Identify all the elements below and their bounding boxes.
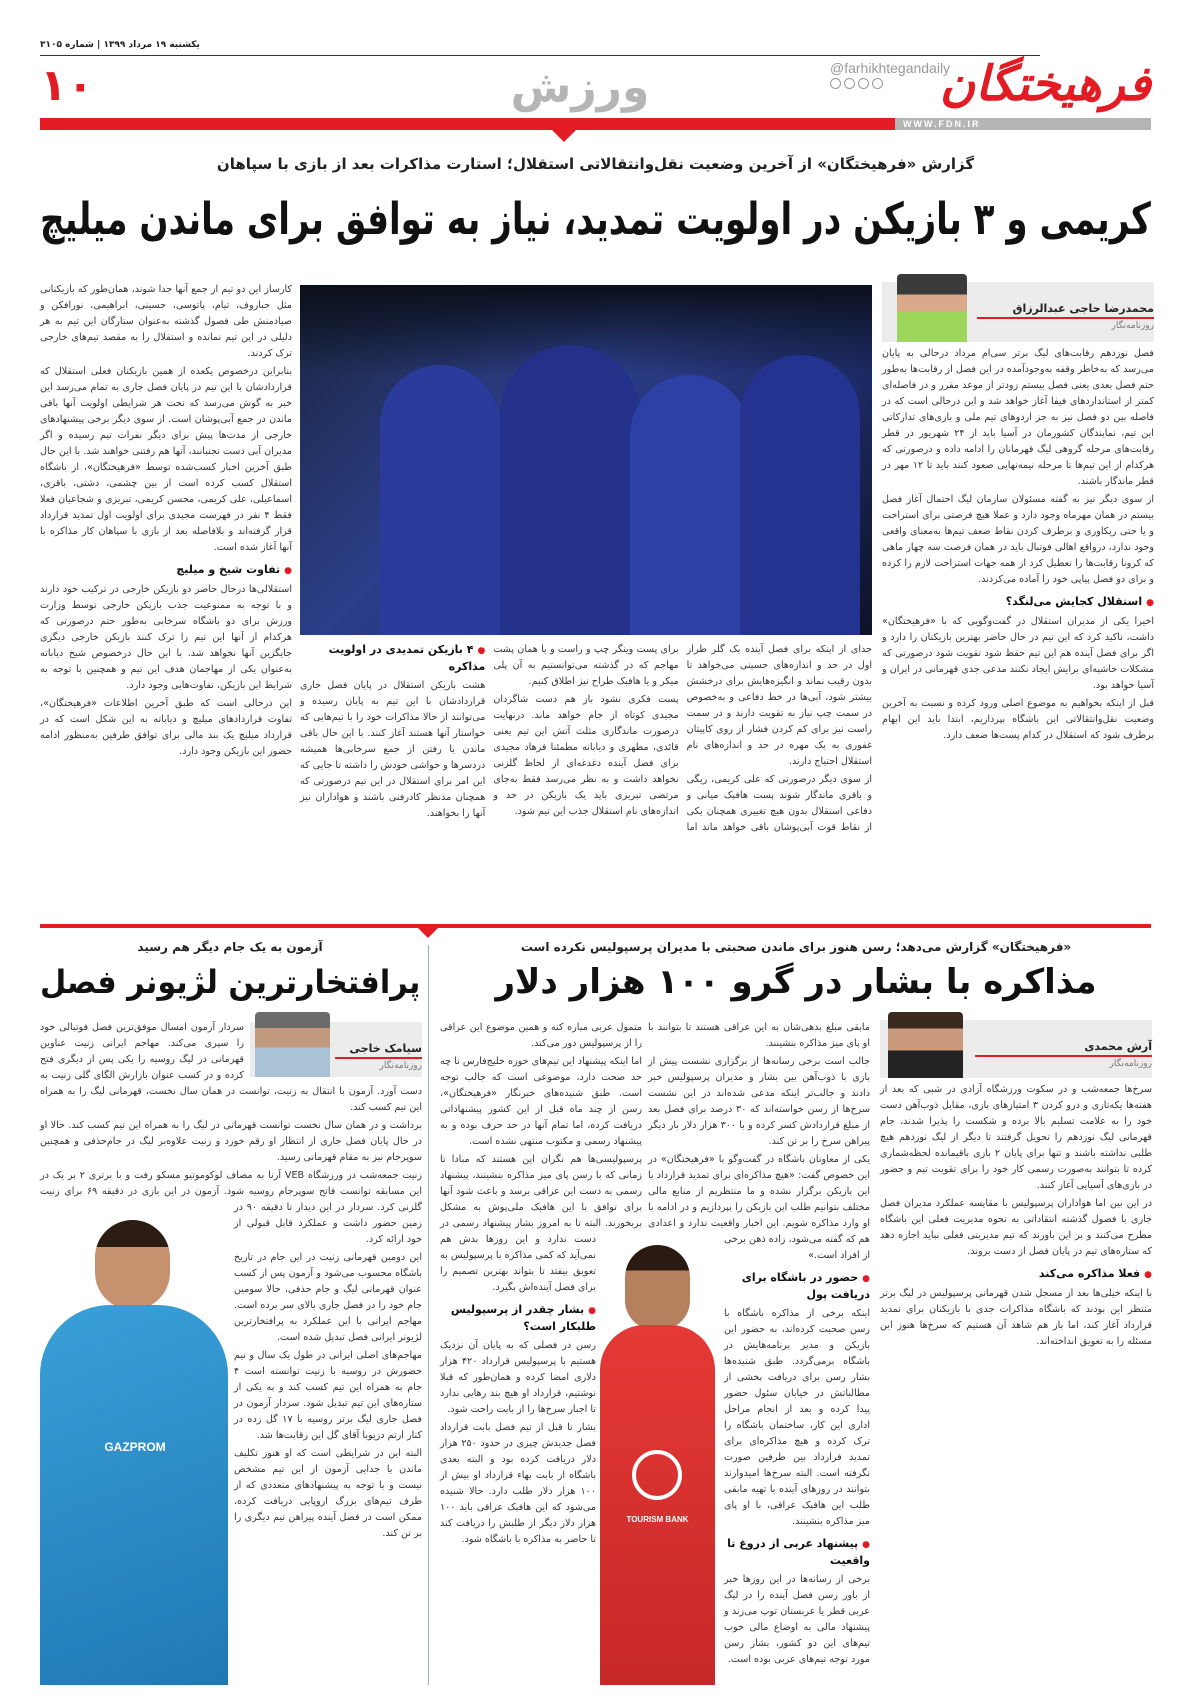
bashar-column-1: [880, 1020, 1152, 1352]
author-name: آرش محمدی: [975, 1040, 1152, 1057]
paragraph: هشت بازیکن استقلال در پایان فصل جاری قراردادشان با این تیم به پایان رسیده و می‌توانند از حالا مذاکرات خود را با تیم‌هایی که خواستار آنها هستند آغاز کنند. با این حال باقی ماندن یا رفتن از جمع سرخابی‌ها همیشه دردسرها و حواشی خودش را داشته تا جایی که این امر برای استقلال در این تیم درصورتی که همچنان مدنظر کادرفنی باشند و هواداران نیز آنها را بخواهند.: [300, 680, 486, 819]
telegram-icon: [844, 78, 855, 89]
paragraph: اینکه برخی از مذاکره باشگاه با رسن صحبت کرده‌اند، به حضور این بازیکن و مدیر برنامه‌هایش در باشگاه برمی‌گردد. طبق شنیده‌ها بشار رسن برای دریافت بخشی از مطالباتش در خیابان سئول حضور پیدا کرده و بعد از انجام مراحل اداری این کار، ساختمان باشگاه را ترک کرده و هیچ مذاکره‌ای برای تمدید قرارداد بین طرفین صورت نگرفته است. البته سرخ‌ها امیدوارند بتوانند در روزهای آینده با تهیه مابقی طلب این هافبک عراقی، با او پای میز مذاکره بنشینند.: [724, 1308, 870, 1527]
azmoun-kicker: آزمون به یک جام دیگر هم رسید: [137, 940, 323, 954]
lead-kicker-box: [40, 155, 1151, 173]
bashar-photo: [600, 1240, 715, 1685]
jersey-sponsor: TOURISM BANK: [626, 1515, 689, 1524]
author-role: روزنامه‌نگار: [1109, 1059, 1152, 1069]
subheading: ● بشار چقدر از پرسپولیس طلبکار است؟: [440, 1302, 642, 1335]
paragraph: زنیت جمعه‌شب در ورزشگاه VEB آرنا به مصاف لوکوموتیو مسکو رفت و با برتری ۲ بر یک در این مسابقه توانست فاتح سوپرجام روسیه شود. آزمون در این بازی در دقیقه ۶۹ برای زنیت گلزنی کرد. سردار در این دیدار تا دقیقه ۹۰ در زمین حضور داشت و عملکرد قابل قبولی از خود ارائه کرد.: [40, 1170, 423, 1245]
section-title: ورزش: [510, 62, 650, 113]
lead-mid-columns: [300, 642, 872, 836]
paragraph: مابقی مبلغ بدهی‌شان به این عراقی هستند تا بتوانند با او پای میز مذاکره بنشینند.: [648, 1022, 870, 1049]
issue-date: یکشنبه ۱۹ مرداد ۱۳۹۹ | شماره ۳۱۰۵: [40, 40, 200, 50]
divider-notch: [418, 928, 438, 938]
subheading: ● تفاوت شیخ و میلیچ: [40, 562, 292, 579]
lead-headline-box: [40, 190, 1151, 250]
author-name: سیامک خاجی: [335, 1042, 422, 1059]
website-url: WWW.FDN.IR: [895, 118, 1151, 130]
author-name: محمدرضا حاجی عبدالرزاق: [977, 302, 1154, 319]
bashar-kicker: «فرهیختگان» گزارش می‌دهد؛ رسن هنوز برای ماندن صحبتی با مدیران پرسپولیس نکرده است: [520, 940, 1072, 954]
paragraph: سردار آزمون امسال موفق‌ترین فصل فوتبالی خود را سپری می‌کند. مهاجم ایرانی زنیت عناوین قهرمانی در لیگ روسیه را یکی پس از دیگری فتح کرده و در کسب عنوان بازارش الگای گلی زنیت به دست آورد. آزمون با انتقال به زنیت، توانست در همان سال نخست، قهرمانی لیگ را به همراه این تیم کسب کند.: [40, 1022, 422, 1113]
paragraph: برداشت و در همان سال نخست توانست قهرمانی در لیگ را به همراه این تیم کسب کند. حالا او در حال پایان فصل جاری از انتظار او رقم خورد و زنیت علاوه‌بر لیگ در جام‌حذفی و همچنین سوپرجام نیز به مقام قهرمانی رسید.: [40, 1120, 422, 1163]
subheading: ● استقلال کجایش می‌لنگد؟: [882, 594, 1154, 611]
paragraph: کارساز این دو تیم از جمع آنها جدا شوند، همان‌طور که بازیکنانی مثل جباروف، تیام، پاتوسی، حسینی، ابراهیمی، نورافکن و صیادمنش طی فصول گذشته به‌عنوان ستارگان این تیم به هر دلیلی در این تیم نمانده و استقلال را به مقصد تیم‌های خارجی ترک کردند.: [40, 284, 292, 359]
author-role: روزنامه‌نگار: [379, 1061, 422, 1071]
azmoun-kicker-box: [40, 940, 420, 954]
jersey-sponsor: GAZPROM: [104, 1440, 166, 1454]
paragraph: از سوی دیگر درصورتی که علی کریمی، ریگی و باقری ماندگار شوند پست هافبک میانی و دفاعی استقلال بدون هیچ تغییری همچنان یکی از نقاط قوت آبی‌پوشان باقی خواهد ماند اما برای پست وینگر چپ و راست و یا همان پشت مهاجم که در گذشته می‌توانستیم به آن پلی میکر و یا هافبک طراح نیز اطلاق کنیم.: [493, 644, 872, 833]
paragraph: با اینکه خیلی‌ها بعد از مسجل شدن قهرمانی پرسپولیس در لیگ برتر منتظر این بودند که باشگاه مذاکرات جدی با بازیکنان برای تمدید قرارداد آغاز کند، اما باز هم شاهد آن هستیم که سرخ‌ها هنوز این مسئله را به تعویق انداخته‌اند.: [880, 1288, 1152, 1347]
section-divider: [40, 924, 1151, 928]
paragraph: البته این در شرایطی است که او هنوز تکلیف ماندن یا جدایی آزمون از این تیم مشخص نیست و با توجه به پیشنهادهای متعددی که از طرف تیم‌های بزرگ اروپایی دریافت کرده، ممکن است در فصل آینده پیراهن تیم دیگری را بر تن کند.: [234, 1448, 422, 1539]
paragraph: اما اینکه پیشنهاد این تیم‌های حوزه خلیج‌فارس تا چه حد صحت دارد، موضوعی است که جالب توجه است. طبق شنیده‌های خبرنگار «فرهیختگان»، رسن از چند ماه قبل از این کشور پیشنهاداتی دریافت کرده، اما تمام آنها در حد حرف بوده و به پیشنهاد رسمی و مکتوب منتهی نشده است.: [440, 1056, 642, 1147]
paragraph: متمول عربی مباره کنه و همین موضوع این عراقی را از پرسپولیس دور می‌کند.: [440, 1022, 642, 1049]
paragraph: این دومین قهرمانی زنیت در این جام در تاریخ باشگاه محسوب می‌شود و آزمون پس از کسب عنوان قهرمانی لیگ و جام حذفی، حالا سومین جام خود را در فصل جاری بالای سر برده است. مهاجم ایرانی با این عملکرد به پرافتخارترین لژیونر ایرانی فصل تبدیل شده است.: [234, 1252, 422, 1343]
social-icons: [830, 78, 883, 89]
paragraph: فصل نوزدهم رقابت‌های لیگ برتر سی‌ام مرداد درحالی به پایان می‌رسد که به‌خاطر وقفه به‌وجودآمده در این فصل از رقابت‌ها به‌طور حتم فصل بعدی یعنی فصل بیستم زودتر از موعد مقرر و در فاصله‌ای کمتر از استانداردهای فیفا آغاز خواهد شد و این درحالی است که در فاصله بین دو فصل نیز به جز اردوهای تیم ملی و بازی‌های تدارکاتی این تیم، نمایندگان کشورمان در آسیا باید از ۲۴ شهریور در قطر رقابت‌های مرحله گروهی لیگ قهرمانان را ادامه داده و درصورتی که هرکدام از این تیم‌ها تا مرحله نیمه‌نهایی صعود کنند باید تا ۱۲ مهر در قطر ماندگار باشند.: [882, 348, 1155, 487]
subheading: ● فعلا مذاکره می‌کند: [880, 1266, 1152, 1283]
paragraph: سرخ‌ها جمعه‌شب و در سکوت ورزشگاه آزادی در شبی که بعد از هفته‌ها یکه‌تازی و درو کردن ۳ امتیازهای بازی، مقابل ذوب‌آهن دست خود را به علامت تسلیم بالا برده و شکست را پذیرا شدند، جام قهرمانی لیگ نوزدهم را تحویل گرفتند تا دیگر از لیگ نوزدهم هیچ طلبی نداشته باشند و تنها برای پایان ۲ بازی باقیمانده لحظه‌شماری کرده تا بتوانند به‌صورت رسمی کار خود را برای تقویت تیم و حضور در بازی‌های آسیایی آغاز کنند.: [880, 1084, 1152, 1191]
paragraph: استقلالی‌ها درحال حاضر دو بازیکن خارجی در ترکیب خود دارند و با توجه به ممنوعیت جذب بازیکن خارجی توسط وزارت ورزش برای دو باشگاه سرخابی به‌طور حتم درصورتی که هرکدام از آنها این تیم را ترک کنند بازیکن خارجی دیگری جایگزین آنها نخواهد شد. با این حال درخصوص شیخ دیاباته به‌عنوان یکی از مهاجمان هدف این تیم و همچنین با توجه به شرایط این بازیکن، تفاوت‌هایی وجود دارد.: [40, 584, 292, 691]
newspaper-logo: فرهیختگان: [939, 56, 1151, 112]
paragraph: قبل از اینکه بخواهیم به موضوع اصلی ورود کرده و نسبت به آخرین وضعیت نقل‌وانتقالاتی این باشگاه بپردازیم، ابتدا باید این ابهام برطرف شود که استقلال در کدام پست‌ها ضعف دارد.: [882, 698, 1154, 741]
byline-box: [880, 1020, 1152, 1078]
lead-headline: کریمی و ۳ بازیکن در اولویت تمدید، نیاز به توافق برای ماندن میلیچ: [40, 194, 1151, 245]
byline-box: [250, 1022, 422, 1077]
header-bar-notch: [552, 130, 576, 142]
aparat-icon: [872, 78, 883, 89]
byline-box: [882, 282, 1154, 342]
paragraph: پست فکری نشود باز هم دست شاگردان مجیدی کوتاه از جام خواهد ماند. درنهایت درصورت ماندگاری مثلث آتش این تیم یعنی قائدی، مطهری و دیابانه مطمئنا فرهاد مجیدی برای فصل آینده دغدغه‌ای از لحاظ گلزنی نخواهد داشت و به نظر می‌رسد فقط به‌جای مرتضی تبریزی باید یک بازیکن در حد و اندازه‌های نام استقلال جذب این تیم شود.: [493, 694, 679, 817]
header-bar: [40, 118, 895, 130]
author-photo: [255, 1012, 330, 1077]
author-photo: [888, 1012, 963, 1078]
bashar-kicker-box: [440, 940, 1152, 954]
lead-left-column: [40, 282, 292, 762]
paragraph: جدای از اینکه برای فصل آینده یک گلر طراز اول در حد و اندازه‌های حسینی می‌خواهد تا بدون رقیب نماند و انگیزه‌هایش برای درخشش بیشتر شود، آبی‌ها در خط دفاعی و به‌خصوص در سمت چپ نیاز به تقویت دارند و در سمت راست نیز برای کم کردن فشار از روی کاپیتان غفوری به یک مهره در حد و اندازه‌های نام استقلال احتیاج دارند.: [686, 644, 872, 767]
paragraph: مهاجم‌های اصلی ایرانی در طول یک سال و نیم حضورش در روسیه با زنیت توانسته است ۴ جام به همراه این تیم کسب کند و به یکی از ستاره‌های این تیم تبدیل شود. سردار آزمون در فصل جاری لیگ برتر روسیه با ۱۷ گل زده در کنار ارتم دزیوبا آقای گل این رقابت‌ها شد.: [234, 1350, 422, 1441]
author-photo: [897, 274, 967, 342]
social-handle: @farhikhtegandaily: [830, 60, 951, 76]
bashar-headline: مذاکره با بشار در گرو ۱۰۰ هزار دلار: [495, 962, 1097, 1002]
azmoun-photo: [40, 1210, 228, 1685]
column-rule: [428, 945, 429, 1685]
subheading: ● ۴ بازیکن تمدیدی در اولویت مذاکره: [300, 642, 485, 675]
lead-photo-esteghlal-players: [300, 285, 872, 635]
paragraph: جالب است برخی رسانه‌ها از برگزاری نشست پیش از بازی با ذوب‌آهن بین بشار و مدیران پرسپولیس خبر دادند و جالب‌تر اینکه مدعی شده‌اند در این نشست سرخ‌ها از رسن خواسته‌اند که ۳۰ درصد برای فصل بعد از مبلغ قراردادش کسر کرده و با ۳۰۰ هزار دلار بار دیگر پیراهن سرخ را بر تن کند.: [648, 1056, 870, 1147]
paragraph: از سوی دیگر نیز به گفته مسئولان سازمان لیگ احتمال آغاز فصل بیستم در همان مهرماه وجود دارد و عملا هیچ فرصتی برای استراحت و یا حتی ریکاوری و برطرف کردن نقاط ضعف تیم‌ها به‌معنای واقعی وجود ندارد، درواقع اهالی فوتبال باید در همان فرصت سه چهار ماهی که کرونا رقابت‌ها را تعطیل کرد از همه جهات استراحت لازم را کرده و برای دو فصل پیاپی خود را آماده می‌کردند.: [882, 494, 1154, 585]
divider: [40, 55, 1040, 56]
lead-kicker: گزارش «فرهیختگان» از آخرین وضعیت نقل‌وانتقالاتی استقلال؛ استارت مذاکرات بعد از بازی با سپاهان: [216, 155, 975, 173]
azmoun-headline-box: [40, 958, 420, 1006]
author-role: روزنامه‌نگار: [1111, 321, 1154, 331]
lead-right-column: [882, 282, 1154, 746]
paragraph: برخی از رسانه‌ها در این روزها خبر از باور رسن فصل آینده را در لیگ عربی قطر یا عربستان توپ می‌زند و پیشنهاد مالی به اوضاع مالی خوب تیم‌های این دو کشور، بشار رسن مورد توجه تیم‌های عربی بوده است.: [724, 1574, 870, 1665]
azmoun-headline: پرافتخارترین لژیونر فصل: [39, 963, 420, 1001]
paragraph: پرسپولیسی‌ها هم نگران این هستند که مبادا تا زمانی که با رسن پای میز مذاکره بنشینند، پیشنهاد رسمی به دست این عراقی برسد و باعث شود آنها برای توافق با این هافبک ملی‌پوش به مشکل بربخورند. البته تا به امروز بشار پیشنهاد رسمی در دست ندارد و این روزها بدش هم نمی‌آید که کمی مذاکره با پرسپولیس به تعویق بیفتد تا بتواند بهترین تصمیم را برای فصل آینده‌اش بگیرد.: [440, 1154, 642, 1293]
paragraph: اخیرا یکی از مدیران استقلال در گفت‌وگویی که با «فرهیختگان» داشت، تاکید کرد که این تیم در حال حاضر بهترین بازیکنان را دارد و اگر برای فصل آینده هم این تیم حفظ شود تقویت شود درصورتی که مشکلات حاشیه‌ای برایش ایجاد نکنند مدعی جدی قهرمانی در ایران و آسیا خواهد بود.: [882, 616, 1154, 691]
instagram-icon: [830, 78, 841, 89]
twitter-icon: [858, 78, 869, 89]
page-number: ۱۰: [40, 60, 94, 111]
paragraph: رسن در فصلی که به پایان آن نزدیک هستیم با پرسپولیس قرارداد ۴۲۰ هزار دلاری امضا کرده و همان‌طور که قبلا نوشتیم، قرارداد او هیچ بند رهایی ندارد تا اجبار سرخ‌ها را از بابت راحت شود.: [440, 1340, 597, 1415]
paragraph: بشار تا قبل از تیم فصل بابت قرارداد فصل جدیدش چیزی در حدود ۲۵۰ هزار دلار دریافت کرده بود و البته بعدی باشگاه از بابت بهاء قرارداد او بیش از ۱۰۰ هزار دلار طلب دارد. حالا شنیده می‌شود که این هافبک عراقی باید ۱۰۰ هزار دلار دیگر از طلبش را دریافت کند تا حاضر به مذاکره با باشگاه شود.: [440, 1422, 596, 1545]
paragraph: در این بین اما هواداران پرسپولیس با مقایسه عملکرد مدیران فصل جاری با فصول گذشته انتقاداتی به نحوه مدیریت فعلی این باشگاه مطرح می‌کنند و بر این باورند که تیم مدیریتی فعلی نباید اجازه دهد که ستاره‌های تیم در پایان فصل از دست بروند.: [880, 1198, 1152, 1257]
paragraph: این درحالی است که طبق آخرین اطلاعات «فرهیختگان»، تفاوت قراردادهای میلیچ و دیاباته به این شکل است که در قرارداد میلیچ یک بند مالی برای توافق طرفین به‌منظور ادامه حضور این بازیکن وجود دارد.: [40, 698, 292, 757]
bashar-headline-box: [440, 958, 1152, 1006]
paragraph: یکی از معاونان باشگاه در گفت‌وگو با «فرهیختگان» در این خصوص گفت: «هیچ مذاکره‌ای برای تمدید قرارداد با این بازیکن برگزار نشده و ما منتظریم از منابع مالی مختلف بتوانیم طلب این بازیکن را بپردازیم و در ادامه با او وارد مذاکره شویم. این اخبار واقعیت ندارد و اعدادی هم که گفته می‌شود، زاده ذهن برخی از افراد است.»: [648, 1154, 870, 1261]
subheading: ● پیشنهاد عربی از دروغ تا واقعیت: [648, 1536, 870, 1569]
subheading: ● حضور در باشگاه برای دریافت پول: [648, 1270, 870, 1303]
paragraph: بنابراین درخصوص یکعده از همین بازیکنان فعلی استقلال که قراردادشان با این تیم در پایان فصل جاری به تمام می‌رسد این خبر به گوش می‌رسد که تحت هر شرایطی اولویت آنها باقی ماندن در جمع آبی‌پوشان است. از سوی دیگر برخی پیشنهادهای خارجی از مدت‌ها پیش برای دیگر نفرات تیم رسیده و اگر مدیران آبی دست نجنبانند، آنها هم رفتنی خواهند شد. با این حال طبق آخرین اخبار کسب‌شده توسط «فرهیختگان»، از باشگاه استقلال کسب کرده است از بین چشمی، دشتی، باقری، اسماعیلی، علی کریمی، محسن کریمی، تبریزی و شجاعیان فعلا فقط ۴ نفر در فهرست مجیدی برای اولویت اول تمدید قرارداد قرار گرفته‌اند و بلافاصله بعد از بازی با سپاهان کار مذاکره با آنها آغاز شده است.: [40, 366, 292, 553]
